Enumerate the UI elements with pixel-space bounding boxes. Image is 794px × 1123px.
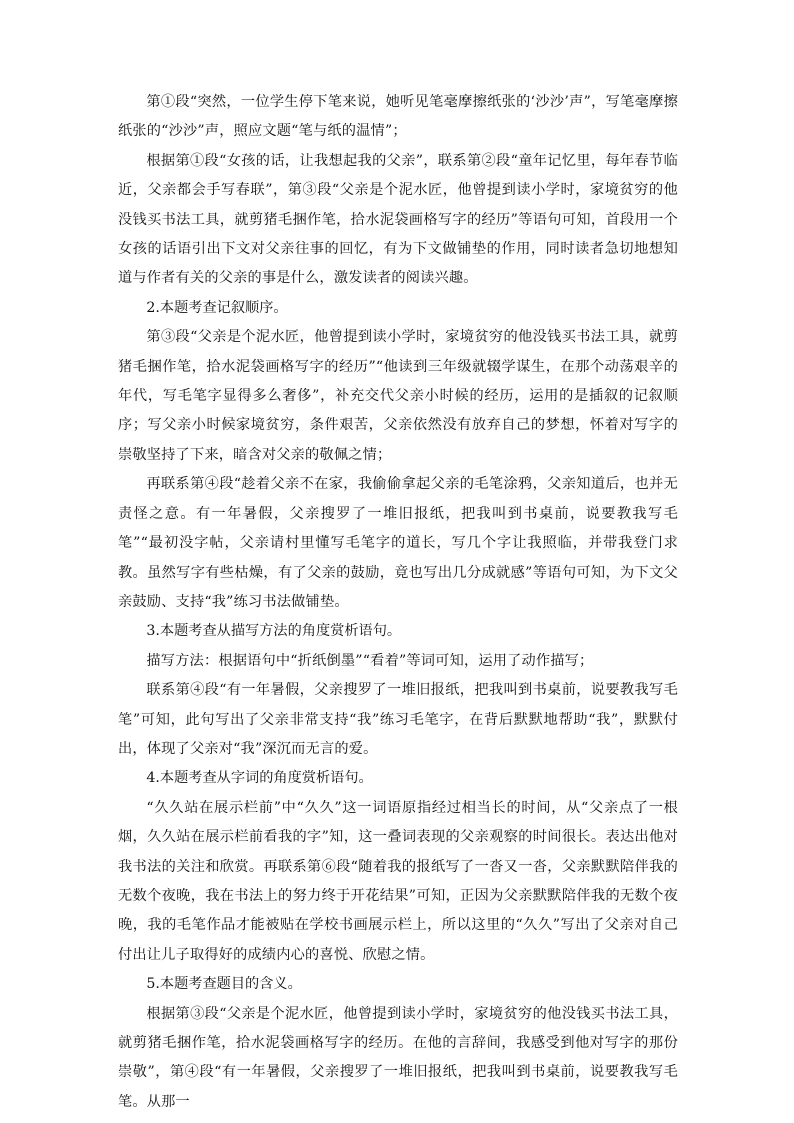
question-3-heading: 3.本题考查从描写方法的角度赏析语句。	[146, 623, 402, 640]
paragraph-7: “久久站在展示栏前”中“久久”这一词语原指经过相当长的时间，从“父亲点了一根烟，久久站在展示栏前看我的字”知，这一叠词表现的父亲观察的时间很长。表达出他对我书法的关注和欣赏。再联系第⑥段“随着我的报纸写了一沓又一沓，父亲默默陪伴我的无数个夜晚，我在书法上的努力终于开花结果”可知，正因为父亲默默陪伴我的无数个夜晚，我的毛笔作品才能被贴在学校书画展示栏上，所以这里的“久久”写出了父亲对自己付出让儿子取得好的成绩内心的喜悦、欣慰之情。	[118, 799, 678, 963]
paragraph-6: 联系第④段“有一年暑假，父亲搜罗了一堆旧报纸，把我叫到书桌前，说要教我写毛笔”可知，此句写出了父亲非常支持“我”练习毛笔字，在背后默默地帮助“我”，默默付出，体现了父亲对“我”深沉而无言的爱。	[118, 682, 678, 757]
paragraph-2: 根据第①段“女孩的话，让我想起我的父亲”，联系第②段“童年记忆里，每年春节临近，父亲都会手写春联”，第③段“父亲是个泥水匠，他曾提到读小学时，家境贫穷的他没钱买书法工具，就剪猪毛捆作笔，拾水泥袋画格写字的经历”等语句可知，首段用一个女孩的话语引出下文对父亲往事的回忆，有为下文做铺垫的作用，同时读者急切地想知道与作者有关的父亲的事是什么，激发读者的阅读兴趣。	[118, 152, 678, 287]
paragraph-8: 根据第③段“父亲是个泥水匠，他曾提到读小学时，家境贫穷的他没钱买书法工具，就剪猪毛捆作笔，拾水泥袋画格写字的经历。在他的言辞间，我感受到他对写字的那份崇敬”，第④段“有一年暑假，父亲搜罗了一堆旧报纸，把我叫到书桌前，说要教我写毛笔。从那一	[118, 1005, 678, 1110]
paragraph-3: 第③段“父亲是个泥水匠，他曾提到读小学时，家境贫穷的他没钱买书法工具，就剪猪毛捆作笔，拾水泥袋画格写字的经历”“他读到三年级就辍学谋生，在那个动荡艰辛的年代，写毛笔字显得多么奢侈”，补充交代父亲小时候的经历，运用的是插叙的记叙顺序；写父亲小时候家境贫穷，条件艰苦，父亲依然没有放弃自己的梦想，怀着对写字的崇敬坚持了下来，暗含对父亲的敬佩之情；	[118, 329, 678, 463]
question-5-heading: 5.本题考查题目的含义。	[146, 976, 302, 993]
paragraph-4: 再联系第④段“趁着父亲不在家，我偷偷拿起父亲的毛笔涂鸦，父亲知道后，也并无责怪之意。有一年暑假，父亲搜罗了一堆旧报纸，把我叫到书桌前，说要教我写毛笔”“最初没字帖，父亲请村里懂写毛笔字的道长，写几个字让我照临，并带我登门求教。虽然写字有些枯燥，有了父亲的鼓励，竟也写出几分成就感”等语句可知，为下文父亲鼓励、支持“我”练习书法做铺垫。	[118, 476, 678, 610]
question-4-heading: 4.本题考查从字词的角度赏析语句。	[146, 770, 373, 787]
question-2-heading: 2.本题考查记叙顺序。	[146, 299, 288, 316]
paragraph-1: 第①段“突然，一位学生停下笔来说，她听见笔毫摩擦纸张的‘沙沙’声”，写笔毫摩擦纸张的“沙沙”声，照应文题“笔与纸的温情”；	[118, 94, 678, 140]
answer-document	[118, 88, 678, 1117]
paragraph-5: 描写方法：根据语句中“折纸倒墨”“看着”等词可知，运用了动作描写；	[146, 652, 594, 669]
